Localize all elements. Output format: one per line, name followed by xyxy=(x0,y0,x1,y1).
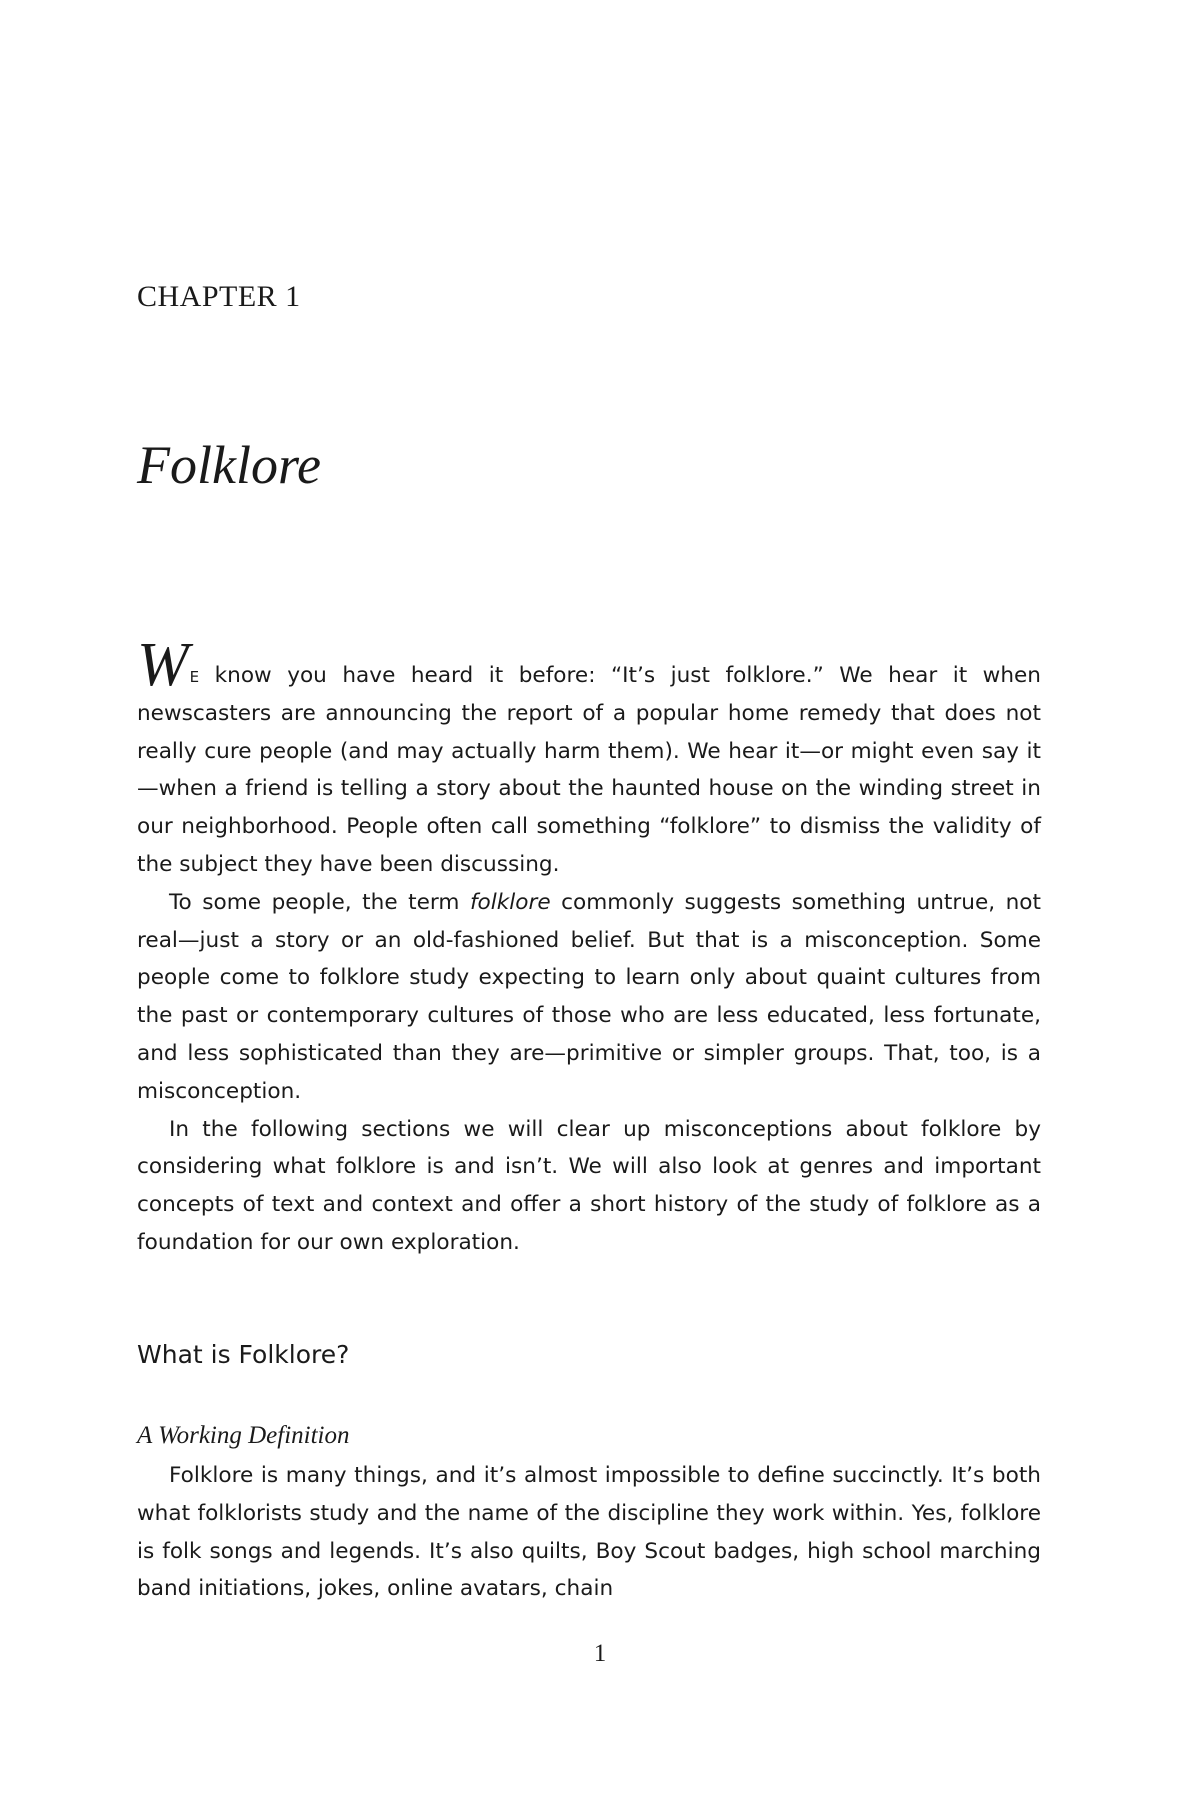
section-text xyxy=(137,1457,1041,1608)
first-word-rest: e xyxy=(189,663,200,688)
section-paragraph-1: Folklore is many things, and it’s almost impossible to define succinctly. It’s both what folklorists study and the name of the discipline they work within. Yes, folklore is folk songs and legends. It’s also quilts, Boy Scout badges, high school marching band initiations, jokes, online avatars, chain xyxy=(137,1463,1041,1602)
intro-paragraph-3: In the following sections we will clear up misconceptions about folklore by considering what folklore is and isn’t. We will also look at genres and important concepts of text and context and offer a short history of the study of folklore as a foundation for our own exploration. xyxy=(137,1116,1041,1255)
subsection-heading: A Working Definition xyxy=(137,1422,350,1449)
section-heading: What is Folklore? xyxy=(137,1340,350,1369)
intro-text xyxy=(137,631,1041,1262)
chapter-label: CHAPTER 1 xyxy=(137,280,301,313)
chapter-title: Folklore xyxy=(137,435,321,495)
drop-cap: W xyxy=(137,631,189,699)
italic-term: folklore xyxy=(469,889,551,915)
intro-paragraph-2-start: To some people, the term xyxy=(169,889,470,915)
intro-paragraph-1 xyxy=(137,631,1041,884)
intro-paragraph-1-text: know you have heard it before: “It’s just folklore.” We hear it when newscasters are announcing the report of a popular home remedy that does not really cure people (and may actually harm them). We hear it—or might even say it—when a friend is telling a story about the haunted house on the winding street in our neighborhood. People often call something “folklore” to dismiss the validity of the subject they have been discussing. xyxy=(137,663,1041,877)
intro-paragraph-2 xyxy=(137,884,1041,1111)
page-number: 1 xyxy=(593,1640,607,1667)
intro-paragraph-2-rest: commonly suggests something untrue, not real—just a story or an old-fashioned belief. But that is a misconception. Some people come to folklore study expecting to learn only about quaint cultures from the past or contemporary cultures of those who are less educated, less fortunate, and less sophisticated than they are—primitive or simpler groups. That, too, is a misconception. xyxy=(137,889,1041,1104)
